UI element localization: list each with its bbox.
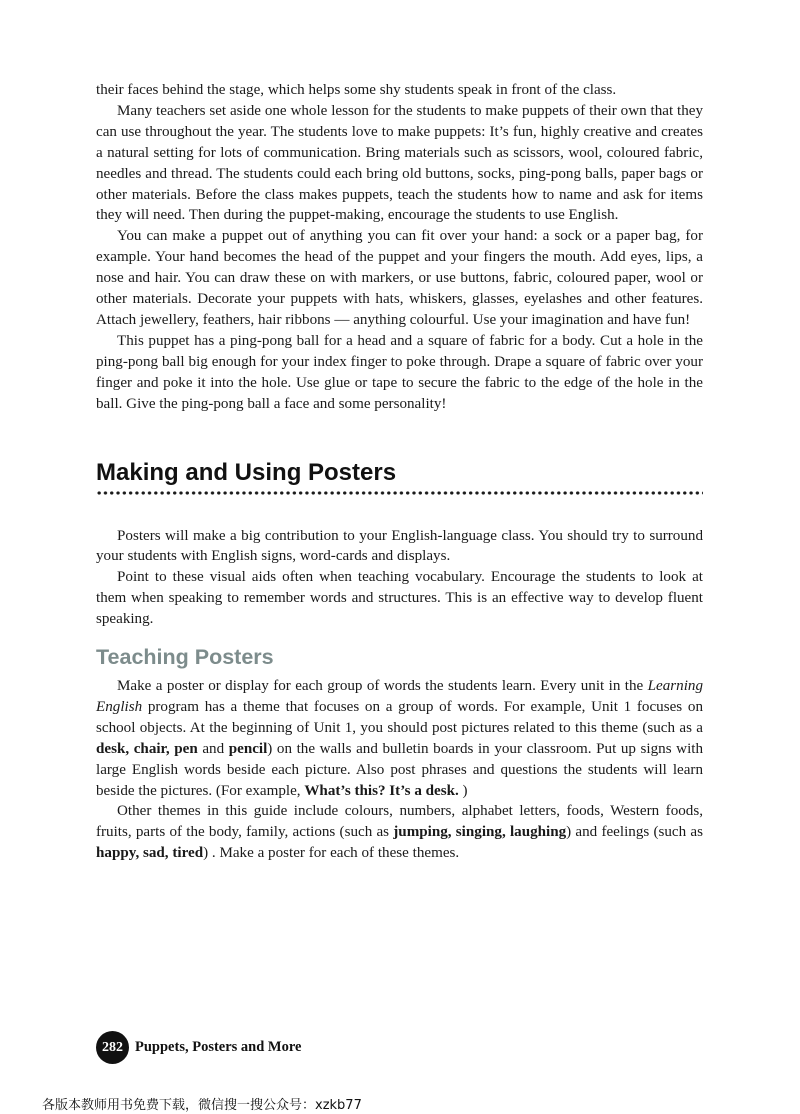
paragraph-visual-aids: Point to these visual aids often when teaching vocabulary. Encourage the students to look at them when speaking to remember words and structures. This is an effective way to develop fluent speaking.	[96, 569, 703, 628]
text-run: ) . Make a poster for each of these themes.	[203, 845, 460, 862]
page-footer	[96, 1031, 301, 1064]
bold-example: What’s this? It’s a desk.	[304, 782, 459, 799]
running-title: Puppets, Posters and More	[135, 1039, 302, 1055]
text-run: ) and feelings (such as	[566, 824, 703, 841]
paragraph-making-puppets: Many teachers set aside one whole lesson for the students to make puppets of their own that they can use throughout the year. The students love to make puppets: It’s fun, highly creative and creates a natural setting for lots of communication. Bring materials such as scissors, wool, coloured fabric, needles and thread. The students could each bring old buttons, socks, ping-pong balls, paper bags or other materials. Before the class makes puppets, teach the students how to name and ask for items they will need. Then during the puppet-making, encourage the students to use English.	[96, 102, 703, 224]
text-run: Other themes in this guide include colours, numbers, alphabet letters, foods, Western foods, fruits, parts of the body, family, actions (such as	[96, 803, 703, 841]
program-name: Learning English	[96, 678, 703, 715]
page-number-badge: 282	[96, 1031, 129, 1064]
bold-words: pencil	[228, 740, 268, 757]
text-run: ) on the walls and bulletin boards in your classroom. Put up signs with large English words beside each picture. Also post phrases and questions the students will learn beside the pictures. (For example,	[96, 740, 704, 799]
bold-words: happy, sad, tired	[96, 845, 204, 862]
section-title: Making and Using Posters	[96, 458, 397, 486]
paragraph-other-themes	[96, 801, 703, 864]
paragraph-puppet-materials: You can make a puppet out of anything you can fit over your hand: a sock or a paper bag, for example. Your hand becomes the head of the puppet and your fingers the mouth. Add eyes, lips, a nose and hair. You can draw these on with markers, or use buttons, fabric, coloured paper, wool or other materials. Decorate your puppets with hats, whiskers, glasses, eyelashes and other features. Attach jewellery, feathers, hair ribbons — anything colourful. Use your imagination and have fun!	[96, 228, 703, 328]
subsection-title: Teaching Posters	[96, 645, 274, 670]
paragraph-continuation: their faces behind the stage, which helps some shy students speak in front of the class.	[96, 82, 617, 98]
watermark-text: 各版本教师用书免费下载，微信搜一搜公众号：xzkb77	[42, 1098, 362, 1113]
bold-words: jumping, singing, laughing	[393, 824, 567, 841]
page-content	[96, 80, 703, 864]
paragraph-ping-pong-puppet: This puppet has a ping-pong ball for a head and a square of fabric for a body. Cut a hole in the ping-pong ball big enough for your index finger to poke through. Drape a square of fabric over your finger and poke it into the hole. Use glue or tape to secure the fabric to the edge of the hole in the ball. Give the ping-pong ball a face and some personality!	[96, 332, 703, 412]
bold-words: desk, chair, pen	[96, 740, 198, 757]
paragraph-teaching-posters	[96, 676, 703, 801]
text-run: and	[197, 740, 229, 757]
text-run: Make a poster or display for each group of words the students learn. Every unit in the	[117, 678, 648, 695]
section-body	[96, 526, 703, 865]
dotted-rule	[96, 490, 703, 498]
paragraph-posters-intro: Posters will make a big contribution to your English-language class. You should try to surround your students with English signs, word-cards and displays.	[96, 527, 703, 565]
text-run: program has a theme that focuses on a group of words. For example, Unit 1 focuses on school objects. At the beginning of Unit 1, you should post pictures related to this theme (such as a	[96, 698, 703, 736]
text-run: )	[458, 782, 468, 799]
